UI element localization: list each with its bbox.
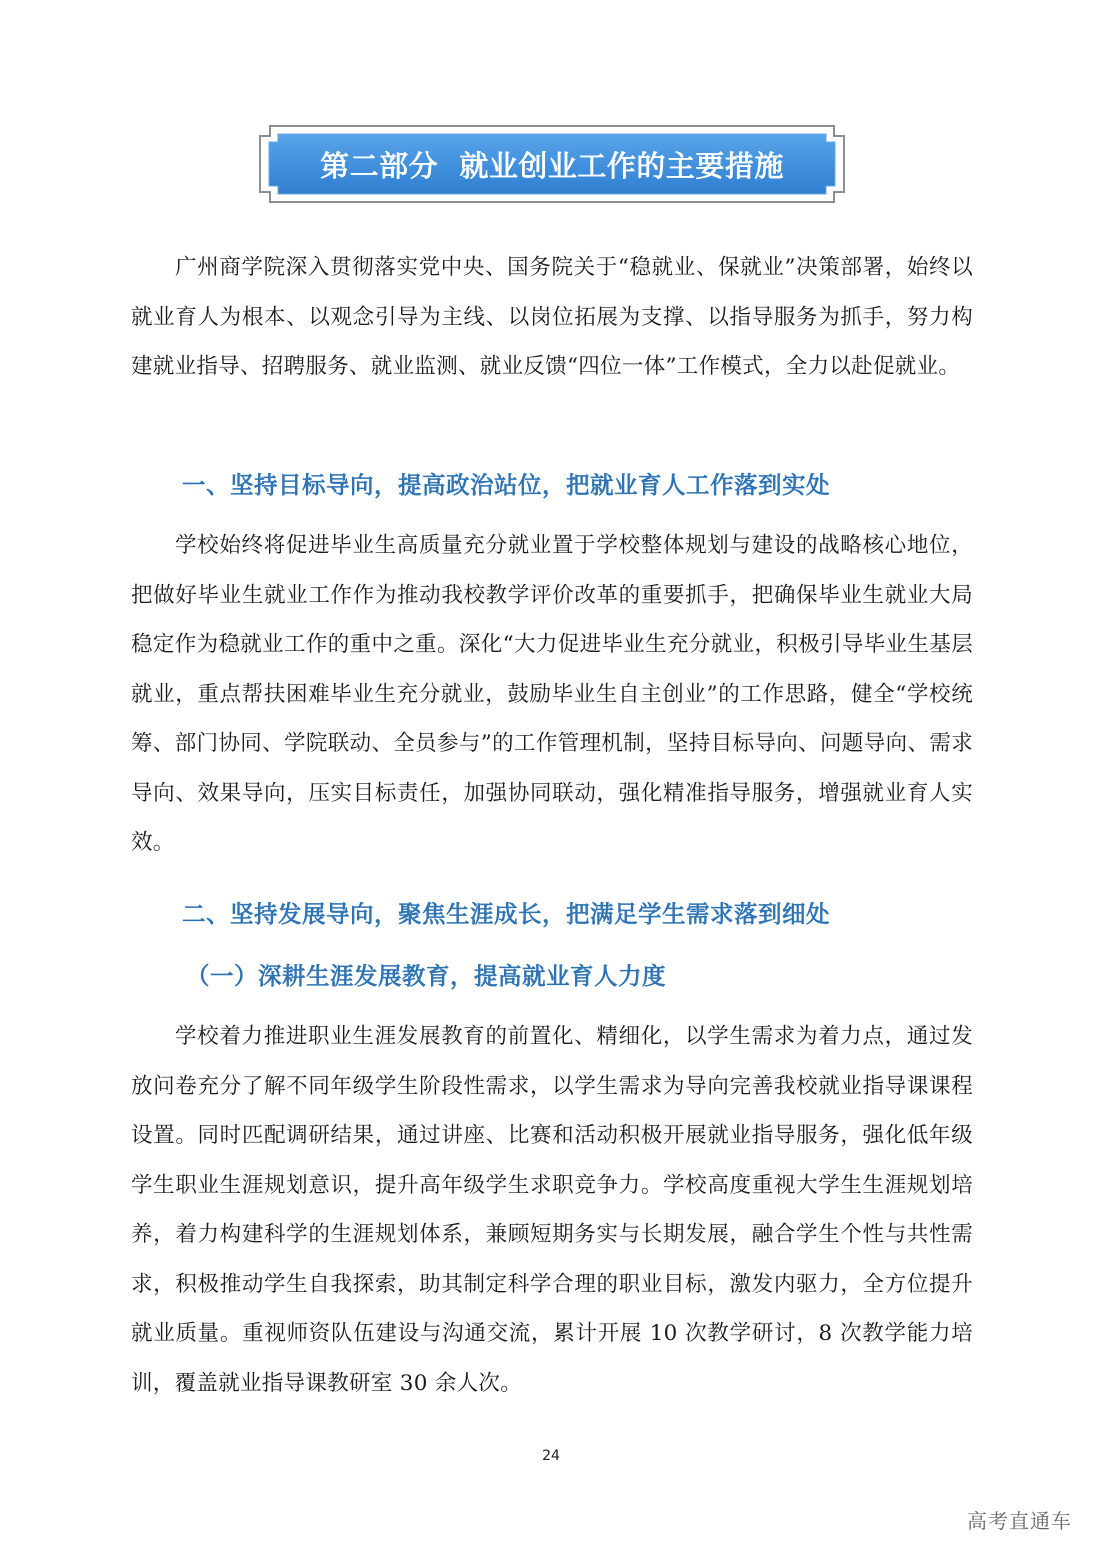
section-banner (258, 124, 846, 204)
section-2-1-paragraph: 学校着力推进职业生涯发展教育的前置化、精细化，以学生需求为着力点，通过发放问卷充分了解不同年级学生阶段性需求，以学生需求为导向完善我校就业指导课课程设置。同时匹配调研结果，通过讲座、比赛和活动积极开展就业指导服务，强化低年级学生职业生涯规划意识，提升高年级学生求职竞争力。学校高度重视大学生生涯规划培养，着力构建科学的生涯规划体系，兼顾短期务实与长期发展，融合学生个性与共性需求，积极推动学生自我探索，助其制定科学合理的职业目标，激发内驱力，全方位提升就业质量。重视师资队伍建设与沟通交流，累计开展 10 次教学研讨，8 次教学能力培训，覆盖就业指导课教研室 30 余人次。 (131, 1024, 973, 1396)
heading-subsection-2-1: （一）深耕生涯发展教育，提高就业育人力度 (186, 962, 666, 990)
watermark: 高考直通车 (967, 1509, 1072, 1533)
heading-section-1: 一、坚持目标导向，提高政治站位，把就业育人工作落到实处 (182, 471, 830, 499)
banner-title: 第二部分 就业创业工作的主要措施 (320, 148, 784, 183)
intro-paragraph: 广州商学院深入贯彻落实党中央、国务院关于“稳就业、保就业”决策部署，始终以就业育人为根本、以观念引导为主线、以岗位拓展为支撑、以指导服务为抓手，努力构建就业指导、招聘服务、就业监测、就业反馈“四位一体”工作模式，全力以赴促就业。 (131, 255, 973, 379)
section-1-paragraph: 学校始终将促进毕业生高质量充分就业置于学校整体规划与建设的战略核心地位，把做好毕业生就业工作作为推动我校教学评价改革的重要抓手，把确保毕业生就业大局稳定作为稳就业工作的重中之重。深化“大力促进毕业生充分就业，积极引导毕业生基层就业，重点帮扶困难毕业生充分就业，鼓励毕业生自主创业”的工作思路，健全“学校统筹、部门协同、学院联动、全员参与”的工作管理机制，坚持目标导向、问题导向、需求导向、效果导向，压实目标责任，加强协同联动，强化精准指导服务，增强就业育人实效。 (131, 533, 973, 855)
page-number: 24 (542, 1448, 560, 1464)
heading-section-2: 二、坚持发展导向，聚焦生涯成长，把满足学生需求落到细处 (182, 900, 830, 928)
